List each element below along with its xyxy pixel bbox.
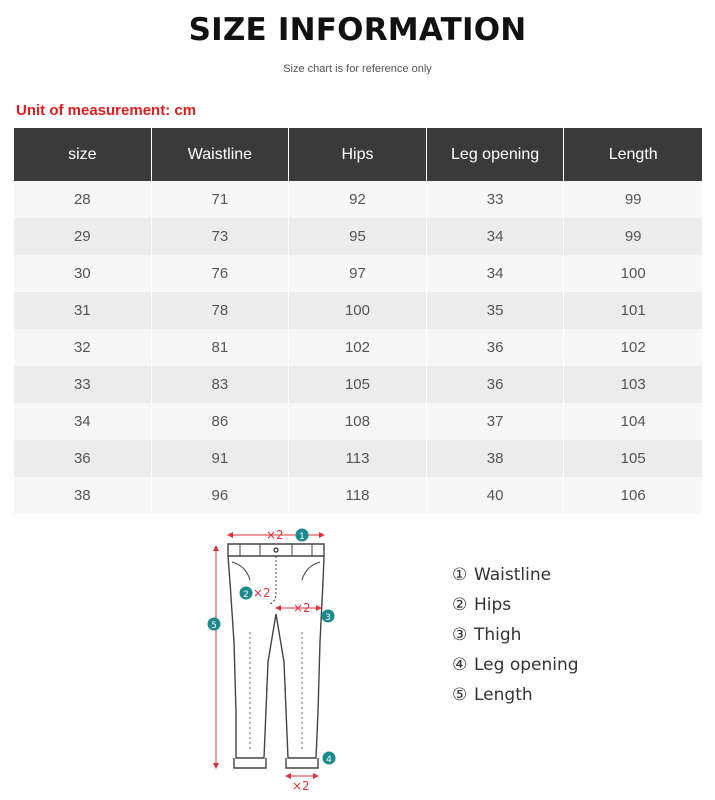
column-header: Length: [564, 128, 702, 181]
table-cell: 102: [289, 329, 427, 366]
leg-opening-times2-label: ×2: [292, 779, 310, 793]
table-cell: 100: [289, 292, 427, 329]
table-cell: 113: [289, 440, 427, 477]
table-cell: 38: [14, 477, 152, 514]
table-row: [14, 255, 702, 292]
table-row: [14, 329, 702, 366]
table-cell: 71: [152, 181, 290, 218]
table-cell: 104: [564, 403, 702, 440]
column-header: size: [14, 128, 152, 181]
marker-1: [296, 529, 309, 543]
thigh-times2-label: ×2: [293, 601, 311, 615]
table-cell: 95: [289, 218, 427, 255]
table-cell: 102: [564, 329, 702, 366]
table-cell: 106: [564, 477, 702, 514]
table-row: [14, 440, 702, 477]
table-cell: 83: [152, 366, 290, 403]
table-cell: 97: [289, 255, 427, 292]
jeans-measurement-diagram: [200, 522, 350, 794]
table-cell: 34: [14, 403, 152, 440]
legend-item-length: [452, 680, 579, 710]
size-table: [14, 128, 702, 514]
svg-text:3: 3: [325, 613, 331, 623]
legend-number: ②: [452, 595, 468, 615]
table-row: [14, 366, 702, 403]
unit-note: Unit of measurement: cm: [16, 102, 197, 119]
table-cell: 108: [289, 403, 427, 440]
table-cell: 105: [289, 366, 427, 403]
legend-number: ⑤: [452, 685, 468, 705]
marker-2: [240, 587, 253, 601]
legend-number: ③: [452, 625, 468, 645]
table-cell: 103: [564, 366, 702, 403]
svg-text:2: 2: [243, 590, 249, 600]
table-cell: 78: [152, 292, 290, 329]
svg-text:5: 5: [211, 621, 217, 631]
marker-4: [323, 752, 336, 766]
column-header: Hips: [289, 128, 427, 181]
waist-times2-label: ×2: [266, 528, 284, 542]
legend-label: Waistline: [474, 565, 552, 585]
table-cell: 36: [14, 440, 152, 477]
table-cell: 30: [14, 255, 152, 292]
legend-number: ①: [452, 565, 468, 585]
legend-label: Length: [474, 685, 533, 705]
table-cell: 100: [564, 255, 702, 292]
table-row: [14, 218, 702, 255]
table-cell: 73: [152, 218, 290, 255]
table-cell: 92: [289, 181, 427, 218]
legend-item-hips: [452, 590, 579, 620]
table-cell: 37: [427, 403, 565, 440]
table-cell: 34: [427, 255, 565, 292]
table-cell: 31: [14, 292, 152, 329]
legend-label: Hips: [474, 595, 512, 615]
table-row: [14, 403, 702, 440]
table-cell: 36: [427, 329, 565, 366]
hips-times2-label: ×2: [253, 586, 271, 600]
table-cell: 91: [152, 440, 290, 477]
legend-number: ④: [452, 655, 468, 675]
table-cell: 34: [427, 218, 565, 255]
table-cell: 81: [152, 329, 290, 366]
legend-item-waistline: [452, 560, 579, 590]
table-cell: 36: [427, 366, 565, 403]
legend-label: Leg opening: [474, 655, 579, 675]
legend-item-thigh: [452, 620, 579, 650]
svg-text:4: 4: [326, 755, 332, 765]
table-row: [14, 477, 702, 514]
marker-5: [208, 618, 221, 632]
dimension-lines: [216, 535, 324, 776]
table-cell: 32: [14, 329, 152, 366]
table-row: [14, 292, 702, 329]
table-cell: 86: [152, 403, 290, 440]
legend-label: Thigh: [474, 625, 522, 645]
page-title: SIZE INFORMATION: [188, 12, 527, 48]
svg-text:1: 1: [299, 532, 305, 542]
jeans-icon: [228, 544, 324, 768]
table-cell: 96: [152, 477, 290, 514]
page-subtitle: Size chart is for reference only: [283, 63, 432, 75]
table-cell: 38: [427, 440, 565, 477]
table-cell: 99: [564, 218, 702, 255]
column-header: Waistline: [152, 128, 290, 181]
table-header-row: [14, 128, 702, 181]
table-cell: 99: [564, 181, 702, 218]
table-cell: 35: [427, 292, 565, 329]
table-cell: 40: [427, 477, 565, 514]
table-cell: 33: [427, 181, 565, 218]
table-cell: 76: [152, 255, 290, 292]
table-cell: 28: [14, 181, 152, 218]
column-header: Leg opening: [427, 128, 565, 181]
table-row: [14, 181, 702, 218]
table-cell: 33: [14, 366, 152, 403]
measurement-legend: [452, 560, 579, 710]
marker-3: [322, 610, 335, 624]
table-cell: 105: [564, 440, 702, 477]
table-cell: 29: [14, 218, 152, 255]
legend-item-leg-opening: [452, 650, 579, 680]
table-cell: 101: [564, 292, 702, 329]
table-cell: 118: [289, 477, 427, 514]
